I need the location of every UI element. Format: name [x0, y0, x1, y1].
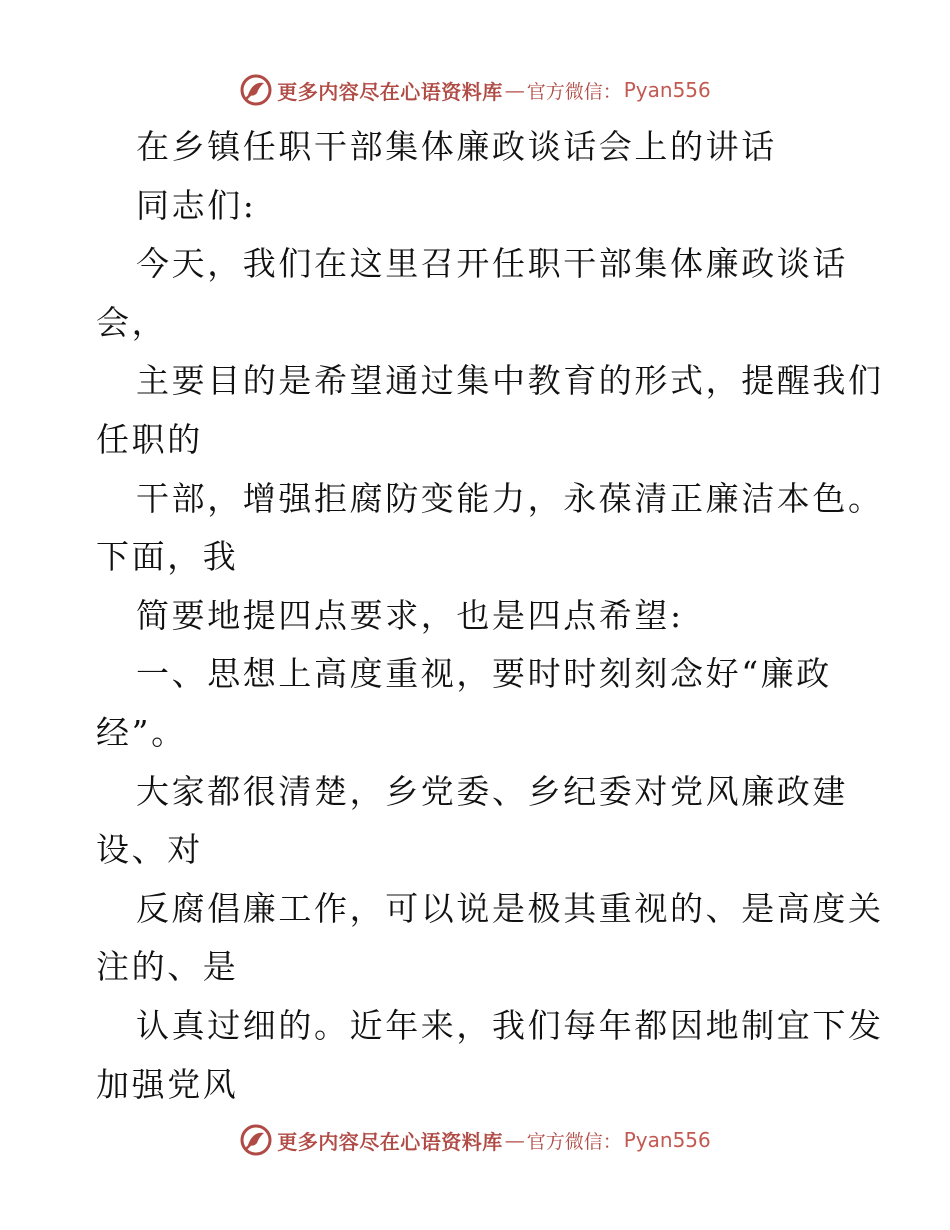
- paragraph-line: 干部，增强拒腐防变能力，永葆清正廉洁本色。: [136, 478, 884, 518]
- footer-wechat-label: 官方微信：: [526, 1130, 622, 1153]
- footer-dash: —: [504, 1128, 525, 1152]
- paragraph-line: 一、思想上高度重视，要时时刻刻念好“廉政: [136, 654, 832, 694]
- paragraph-line: 今天，我们在这里召开任职干部集体廉政谈话: [136, 244, 848, 284]
- paragraph-line: 同志们:: [136, 185, 257, 225]
- paragraph-line: 简要地提四点要求，也是四点希望:: [136, 595, 684, 635]
- header-banner: [0, 70, 950, 110]
- header-dash: —: [504, 78, 525, 102]
- footer-banner: [0, 1120, 950, 1160]
- brand-logo-icon: [239, 73, 273, 107]
- footer-brand-text: 更多内容尽在心语资料库: [277, 1129, 503, 1154]
- paragraph-line: 大家都很清楚，乡党委、乡纪委对党风廉政建: [136, 771, 848, 811]
- footer-wechat-id: Pyan556: [623, 1128, 711, 1152]
- document-body: [96, 118, 884, 1114]
- paragraph-line: 会，: [96, 302, 168, 342]
- header-brand-text: 更多内容尽在心语资料库: [277, 79, 503, 104]
- paragraph-line: 主要目的是希望通过集中教育的形式，提醒我们: [136, 361, 884, 401]
- paragraph-line: 下面，我: [96, 537, 239, 577]
- paragraph-line: 经”。: [96, 712, 187, 752]
- paragraph-line: 反腐倡廉工作，可以说是极其重视的、是高度关: [136, 888, 884, 928]
- paragraph-line: 加强党风: [96, 1064, 239, 1104]
- paragraph-line: 认真过细的。近年来，我们每年都因地制宜下发: [136, 1005, 884, 1045]
- brand-logo-icon: [239, 1123, 273, 1157]
- header-wechat-label: 官方微信：: [526, 80, 622, 103]
- paragraph-line: 任职的: [96, 419, 203, 459]
- header-wechat-id: Pyan556: [623, 78, 711, 102]
- paragraph-line: 设、对: [96, 830, 203, 870]
- paragraph-line: 注的、是: [96, 947, 239, 987]
- document-title: 在乡镇任职干部集体廉政谈话会上的讲话: [136, 127, 777, 166]
